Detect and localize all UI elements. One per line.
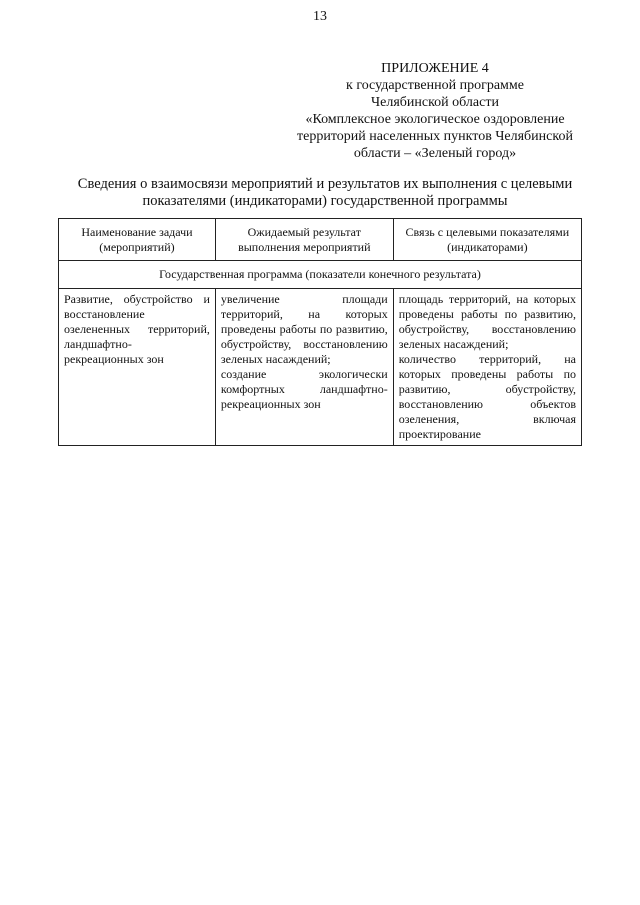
page-number: 13 bbox=[313, 9, 327, 24]
appendix-title: ПРИЛОЖЕНИЕ 4 bbox=[381, 61, 489, 76]
heading-line: показателями (индикаторами) государственной программы bbox=[142, 193, 508, 209]
result-cell: увеличение площади территорий, на которых проведены работы по развитию, обустройству, восстановлению зеленых насаждений; создание экологически комфортных ландшафтно-рекреационных зон bbox=[215, 289, 393, 446]
appendix-line: «Комплексное экологическое оздоровление bbox=[305, 112, 565, 127]
document-heading bbox=[40, 176, 610, 210]
appendix-line: территорий населенных пунктов Челябинской bbox=[297, 129, 573, 144]
column-header-task: Наименование задачи (мероприятий) bbox=[59, 219, 216, 261]
column-header-result: Ожидаемый результат выполнения мероприятий bbox=[215, 219, 393, 261]
appendix-line: области – «Зеленый город» bbox=[353, 146, 517, 161]
relations-table bbox=[58, 218, 582, 446]
table-row bbox=[59, 289, 582, 446]
section-title: Государственная программа (показатели конечного результата) bbox=[59, 261, 582, 289]
appendix-caption bbox=[270, 60, 600, 162]
table-section-row bbox=[59, 261, 582, 289]
heading-line: Сведения о взаимосвязи мероприятий и результатов их выполнения с целевыми bbox=[77, 176, 573, 192]
appendix-line: к государственной программе bbox=[346, 78, 524, 93]
indicator-cell: площадь территорий, на которых проведены работы по развитию, обустройству, восстановлению зеленых насаждений; количество территорий, на которых проведены работы по развитию, обустройству, восстановлению объектов озеленения, включая проектирование bbox=[393, 289, 581, 446]
table-header-row bbox=[59, 219, 582, 261]
appendix-line: Челябинской области bbox=[371, 95, 499, 110]
column-header-indicators: Связь с целевыми показателями (индикаторами) bbox=[393, 219, 581, 261]
task-cell: Развитие, обустройство и восстановление озелененных территорий, ландшафтно-рекреационных зон bbox=[59, 289, 216, 446]
